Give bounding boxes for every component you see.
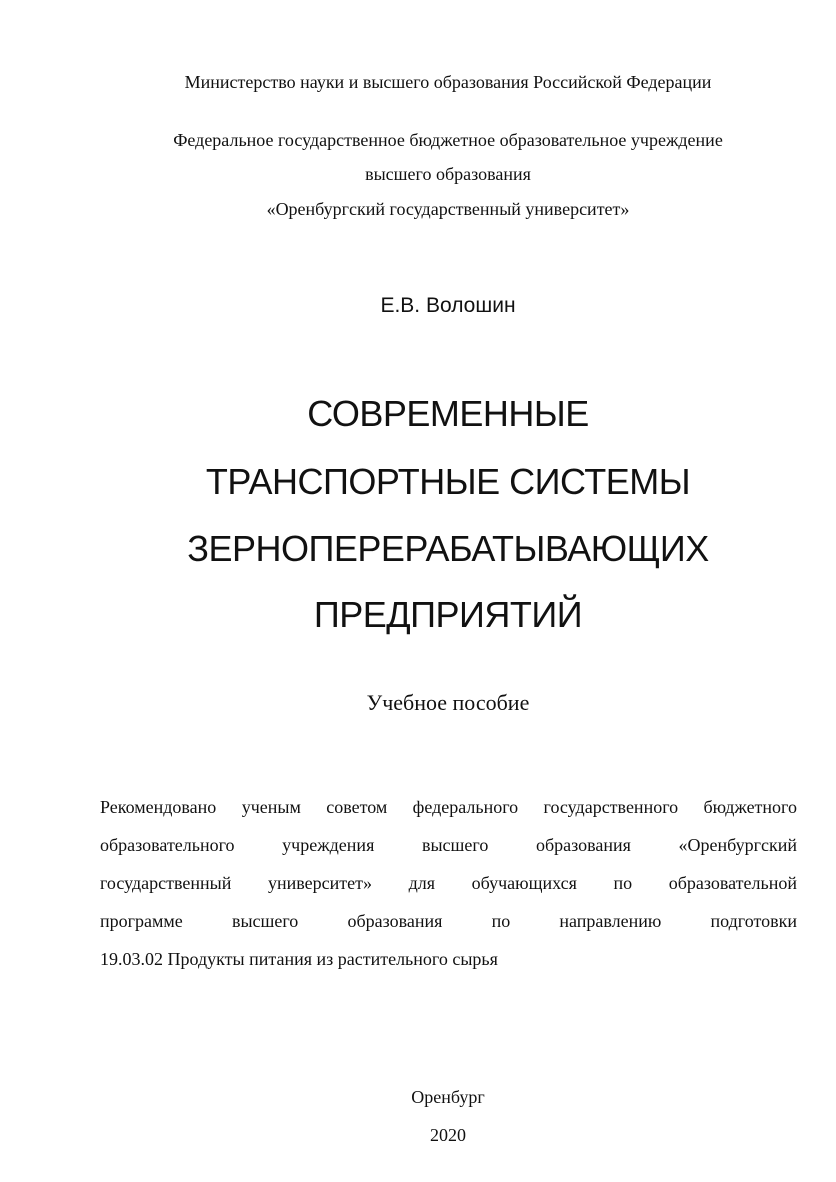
recommendation-line: 19.03.02 Продукты питания из растительного сырья [100,949,498,969]
ministry-name: Министерство науки и высшего образования Российской Федерации [184,72,712,92]
institution-line-2: высшего образования [365,164,531,184]
recommendation-line: государственный университет» для обучающихся по образовательной [100,873,797,893]
recommendation-line: Рекомендовано ученым советом федерального государственного бюджетного [100,797,797,817]
title-line-4: ПРЕДПРИЯТИЙ [313,594,583,635]
title-line-2: ТРАНСПОРТНЫЕ СИСТЕМЫ [205,461,691,502]
recommendation-paragraph [100,788,797,978]
publication-year: 2020 [430,1125,466,1145]
institution-line-1: Федеральное государственное бюджетное образовательное учреждение [173,130,723,150]
title-line-1: СОВРЕМЕННЫЕ [307,393,589,434]
document-type: Учебное пособие [366,690,530,715]
recommendation-line: образовательного учреждения высшего образования «Оренбургский [100,835,797,855]
title-line-3: ЗЕРНОПЕРЕРАБАТЫВАЮЩИХ [187,528,709,569]
institution-line-3: «Оренбургский государственный университет» [266,199,630,219]
author-name: Е.В. Волошин [380,294,516,317]
publication-city: Оренбург [411,1087,485,1107]
recommendation-line: программе высшего образования по направлению подготовки [100,911,797,931]
